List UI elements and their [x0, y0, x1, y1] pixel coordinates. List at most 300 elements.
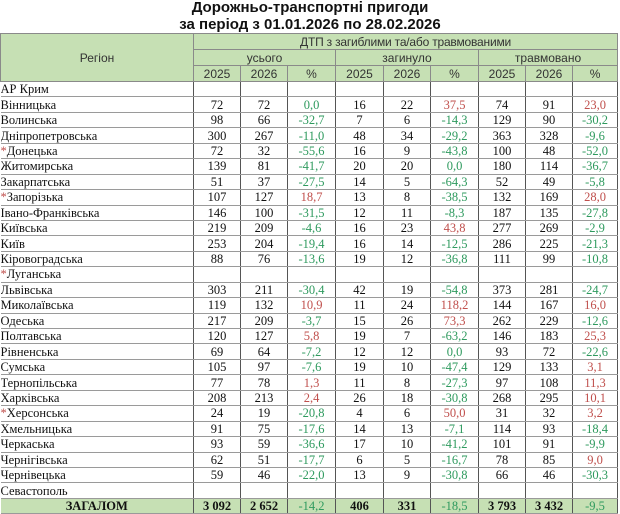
- value-cell: 9: [384, 467, 431, 482]
- value-cell: 132: [241, 298, 288, 313]
- region-name: Луганська: [6, 267, 62, 282]
- value-cell: 13: [336, 467, 384, 482]
- region-cell: [1, 128, 194, 143]
- value-cell: 6: [384, 112, 431, 127]
- region-name: Харківська: [0, 390, 60, 405]
- value-cell: 91: [194, 421, 241, 436]
- value-cell: 46: [526, 467, 573, 482]
- value-cell: -9,9: [573, 437, 618, 452]
- value-cell: [241, 267, 288, 282]
- table-row: [1, 375, 618, 390]
- value-cell: 146: [194, 205, 241, 220]
- value-cell: 303: [194, 282, 241, 297]
- value-cell: 26: [384, 313, 431, 328]
- value-cell: 76: [241, 251, 288, 266]
- region-name: Дніпропетровська: [0, 128, 98, 143]
- asterisk-mark: *: [0, 143, 7, 158]
- value-cell: [194, 483, 241, 498]
- value-cell: -20,8: [288, 406, 336, 421]
- value-cell: -24,7: [573, 282, 618, 297]
- total-value-cell: -18,5: [431, 498, 479, 513]
- column-header: %: [431, 66, 479, 82]
- table-row: [1, 313, 618, 328]
- value-cell: -30,8: [431, 467, 479, 482]
- region-name: Херсонська: [6, 406, 69, 421]
- value-cell: 64: [241, 344, 288, 359]
- value-cell: -55,6: [288, 143, 336, 158]
- value-cell: 9,0: [573, 452, 618, 467]
- value-cell: [526, 483, 573, 498]
- value-cell: -17,6: [288, 421, 336, 436]
- table-row: [1, 452, 618, 467]
- value-cell: 22: [384, 97, 431, 112]
- value-cell: 281: [526, 282, 573, 297]
- region-header: Регіон: [1, 34, 194, 82]
- value-cell: 43,8: [431, 220, 479, 235]
- value-cell: 81: [241, 159, 288, 174]
- value-cell: -64,3: [431, 174, 479, 189]
- region-cell: [1, 205, 194, 220]
- table-row: [1, 437, 618, 452]
- table-row: [1, 174, 618, 189]
- value-cell: -12,5: [431, 236, 479, 251]
- value-cell: 5: [384, 174, 431, 189]
- value-cell: 69: [194, 344, 241, 359]
- value-cell: 14: [384, 236, 431, 251]
- value-cell: 144: [479, 298, 526, 313]
- value-cell: 31: [479, 406, 526, 421]
- value-cell: -38,5: [431, 190, 479, 205]
- value-cell: -19,4: [288, 236, 336, 251]
- value-cell: -27,5: [288, 174, 336, 189]
- region-cell: [1, 220, 194, 235]
- value-cell: -14,3: [431, 112, 479, 127]
- total-value-cell: -14,2: [288, 498, 336, 513]
- table-row: [1, 190, 618, 205]
- value-cell: 34: [384, 128, 431, 143]
- value-cell: 139: [194, 159, 241, 174]
- value-cell: 16: [336, 97, 384, 112]
- value-cell: 127: [241, 329, 288, 344]
- value-cell: 129: [479, 112, 526, 127]
- value-cell: [384, 483, 431, 498]
- value-cell: 10: [384, 359, 431, 374]
- value-cell: -47,4: [431, 359, 479, 374]
- value-cell: 3,1: [573, 359, 618, 374]
- column-header: 2026: [241, 66, 288, 82]
- value-cell: [526, 267, 573, 282]
- value-cell: 15: [336, 313, 384, 328]
- region-cell: [1, 421, 194, 436]
- value-cell: -10,8: [573, 251, 618, 266]
- region-cell: [1, 344, 194, 359]
- value-cell: 3,2: [573, 406, 618, 421]
- value-cell: 42: [336, 282, 384, 297]
- value-cell: 268: [479, 390, 526, 405]
- value-cell: 100: [479, 143, 526, 158]
- region-cell: [1, 406, 194, 421]
- total-label: ЗАГАЛОМ: [1, 498, 194, 513]
- table-row: [1, 329, 618, 344]
- region-cell: [1, 82, 194, 97]
- value-cell: 229: [526, 313, 573, 328]
- value-cell: 48: [526, 143, 573, 158]
- value-cell: 66: [479, 467, 526, 482]
- value-cell: 262: [479, 313, 526, 328]
- region-name: Рівненська: [0, 344, 59, 359]
- value-cell: 98: [194, 112, 241, 127]
- value-cell: 211: [241, 282, 288, 297]
- value-cell: 97: [241, 359, 288, 374]
- value-cell: 114: [479, 421, 526, 436]
- table-row: [1, 467, 618, 482]
- region-cell: [1, 483, 194, 498]
- asterisk-mark: *: [0, 267, 7, 282]
- value-cell: 167: [526, 298, 573, 313]
- region-name: Тернопільська: [0, 375, 78, 390]
- value-cell: [288, 483, 336, 498]
- value-cell: 12: [384, 344, 431, 359]
- value-cell: [526, 82, 573, 97]
- value-cell: [288, 267, 336, 282]
- value-cell: 24: [194, 406, 241, 421]
- table-row: [1, 143, 618, 158]
- value-cell: 6: [336, 452, 384, 467]
- total-value-cell: 406: [336, 498, 384, 513]
- value-cell: 51: [194, 174, 241, 189]
- value-cell: 37,5: [431, 97, 479, 112]
- value-cell: 9: [384, 143, 431, 158]
- value-cell: 225: [526, 236, 573, 251]
- accident-table: [0, 33, 618, 514]
- region-name: Черкаська: [0, 437, 55, 452]
- value-cell: 18: [384, 390, 431, 405]
- value-cell: -30,8: [431, 390, 479, 405]
- value-cell: [573, 82, 618, 97]
- value-cell: -32,7: [288, 112, 336, 127]
- region-cell: [1, 390, 194, 405]
- value-cell: 19: [241, 406, 288, 421]
- value-cell: 114: [526, 159, 573, 174]
- table-row: [1, 267, 618, 282]
- region-cell: [1, 112, 194, 127]
- region-name: Полтавська: [0, 329, 62, 344]
- value-cell: [479, 267, 526, 282]
- value-cell: 77: [194, 375, 241, 390]
- value-cell: 180: [479, 159, 526, 174]
- value-cell: 1,3: [288, 375, 336, 390]
- value-cell: -27,3: [431, 375, 479, 390]
- value-cell: 93: [479, 344, 526, 359]
- value-cell: 135: [526, 205, 573, 220]
- killed-header: загинуло: [336, 50, 479, 66]
- value-cell: 97: [479, 375, 526, 390]
- total-value-cell: 3 793: [479, 498, 526, 513]
- region-name: Донецька: [6, 143, 58, 158]
- value-cell: 253: [194, 236, 241, 251]
- value-cell: 16: [336, 143, 384, 158]
- region-name: Київ: [0, 236, 25, 251]
- total-value-cell: 3 092: [194, 498, 241, 513]
- value-cell: 12: [336, 205, 384, 220]
- value-cell: 50,0: [431, 406, 479, 421]
- region-cell: [1, 452, 194, 467]
- value-cell: 62: [194, 452, 241, 467]
- value-cell: -22,0: [288, 467, 336, 482]
- report-period: за період з 01.01.2026 по 28.02.2026: [179, 16, 441, 33]
- region-cell: [1, 329, 194, 344]
- value-cell: 11: [384, 205, 431, 220]
- value-cell: -36,8: [431, 251, 479, 266]
- value-cell: 213: [241, 390, 288, 405]
- value-cell: -3,7: [288, 313, 336, 328]
- value-cell: -4,6: [288, 220, 336, 235]
- value-cell: -7,1: [431, 421, 479, 436]
- value-cell: 105: [194, 359, 241, 374]
- value-cell: 100: [241, 205, 288, 220]
- value-cell: 209: [241, 313, 288, 328]
- value-cell: 129: [479, 359, 526, 374]
- value-cell: 20: [384, 159, 431, 174]
- table-row: [1, 359, 618, 374]
- value-cell: 12: [336, 344, 384, 359]
- value-cell: [431, 267, 479, 282]
- value-cell: -7,6: [288, 359, 336, 374]
- value-cell: 133: [526, 359, 573, 374]
- value-cell: 146: [479, 329, 526, 344]
- value-cell: 277: [479, 220, 526, 235]
- value-cell: 51: [241, 452, 288, 467]
- value-cell: 111: [479, 251, 526, 266]
- value-cell: 52: [479, 174, 526, 189]
- table-row: [1, 282, 618, 297]
- value-cell: 78: [479, 452, 526, 467]
- region-cell: [1, 190, 194, 205]
- value-cell: -30,2: [573, 112, 618, 127]
- value-cell: 8: [384, 190, 431, 205]
- value-cell: 59: [194, 467, 241, 482]
- value-cell: 363: [479, 128, 526, 143]
- region-name: Запорізька: [6, 190, 64, 205]
- value-cell: -29,2: [431, 128, 479, 143]
- value-cell: 26: [336, 390, 384, 405]
- value-cell: 219: [194, 220, 241, 235]
- value-cell: [479, 82, 526, 97]
- region-name: Житомирська: [0, 159, 74, 174]
- table-row: [1, 344, 618, 359]
- value-cell: 10,9: [288, 298, 336, 313]
- value-cell: 373: [479, 282, 526, 297]
- region-name: Львівська: [0, 282, 53, 297]
- value-cell: 286: [479, 236, 526, 251]
- region-name: Чернівецька: [0, 468, 66, 483]
- value-cell: 72: [194, 143, 241, 158]
- value-cell: -21,3: [573, 236, 618, 251]
- value-cell: 18,7: [288, 190, 336, 205]
- value-cell: 267: [241, 128, 288, 143]
- value-cell: 91: [526, 97, 573, 112]
- value-cell: 269: [526, 220, 573, 235]
- region-cell: [1, 359, 194, 374]
- region-name: Івано-Франківська: [0, 205, 100, 220]
- value-cell: -30,4: [288, 282, 336, 297]
- table-row: [1, 298, 618, 313]
- value-cell: 16: [336, 220, 384, 235]
- value-cell: 101: [479, 437, 526, 452]
- value-cell: -43,8: [431, 143, 479, 158]
- table-row: [1, 82, 618, 97]
- value-cell: 12: [384, 251, 431, 266]
- value-cell: 85: [526, 452, 573, 467]
- total-value-cell: -9,5: [573, 498, 618, 513]
- region-name: Хмельницька: [0, 421, 73, 436]
- column-header: %: [288, 66, 336, 82]
- value-cell: 72: [194, 97, 241, 112]
- value-cell: 59: [241, 437, 288, 452]
- table-row: [1, 483, 618, 498]
- value-cell: 7: [336, 112, 384, 127]
- column-header: 2025: [336, 66, 384, 82]
- value-cell: 13: [384, 421, 431, 436]
- table-header: [1, 34, 618, 82]
- value-cell: 13: [336, 190, 384, 205]
- value-cell: 25,3: [573, 329, 618, 344]
- value-cell: 6: [384, 406, 431, 421]
- value-cell: 118,2: [431, 298, 479, 313]
- value-cell: 127: [241, 190, 288, 205]
- value-cell: 132: [479, 190, 526, 205]
- value-cell: 7: [384, 329, 431, 344]
- value-cell: -27,8: [573, 205, 618, 220]
- value-cell: 0,0: [431, 159, 479, 174]
- value-cell: [336, 483, 384, 498]
- value-cell: -8,3: [431, 205, 479, 220]
- region-cell: [1, 159, 194, 174]
- asterisk-mark: *: [0, 406, 7, 421]
- value-cell: [479, 483, 526, 498]
- value-cell: 169: [526, 190, 573, 205]
- value-cell: -41,2: [431, 437, 479, 452]
- value-cell: 217: [194, 313, 241, 328]
- total-value-cell: 331: [384, 498, 431, 513]
- value-cell: 17: [336, 437, 384, 452]
- value-cell: 19: [336, 359, 384, 374]
- table-row: [1, 159, 618, 174]
- value-cell: 108: [526, 375, 573, 390]
- region-name: АР Крим: [0, 82, 49, 97]
- region-cell: [1, 437, 194, 452]
- value-cell: [241, 483, 288, 498]
- value-cell: [431, 82, 479, 97]
- region-name: Кіровоградська: [0, 252, 83, 267]
- value-cell: 24: [384, 298, 431, 313]
- value-cell: 74: [479, 97, 526, 112]
- value-cell: 300: [194, 128, 241, 143]
- region-cell: [1, 174, 194, 189]
- value-cell: 0,0: [431, 344, 479, 359]
- value-cell: 48: [336, 128, 384, 143]
- value-cell: -12,6: [573, 313, 618, 328]
- value-cell: [241, 82, 288, 97]
- value-cell: 78: [241, 375, 288, 390]
- region-name: Севастополь: [0, 483, 68, 498]
- value-cell: 88: [194, 251, 241, 266]
- region-cell: [1, 375, 194, 390]
- value-cell: 46: [241, 467, 288, 482]
- value-cell: 4: [336, 406, 384, 421]
- value-cell: 14: [336, 174, 384, 189]
- value-cell: -18,4: [573, 421, 618, 436]
- value-cell: -36,6: [288, 437, 336, 452]
- value-cell: 16,0: [573, 298, 618, 313]
- value-cell: 0,0: [288, 97, 336, 112]
- value-cell: 208: [194, 390, 241, 405]
- value-cell: -13,6: [288, 251, 336, 266]
- region-name: Чернігівська: [0, 452, 68, 467]
- total-row: [1, 498, 618, 513]
- value-cell: 107: [194, 190, 241, 205]
- value-cell: [194, 82, 241, 97]
- value-cell: -17,7: [288, 452, 336, 467]
- value-cell: -31,5: [288, 205, 336, 220]
- value-cell: 5,8: [288, 329, 336, 344]
- value-cell: [336, 82, 384, 97]
- value-cell: 5: [384, 452, 431, 467]
- value-cell: [384, 267, 431, 282]
- column-header: %: [573, 66, 618, 82]
- value-cell: 14: [336, 421, 384, 436]
- value-cell: [194, 267, 241, 282]
- table-row: [1, 251, 618, 266]
- value-cell: -11,0: [288, 128, 336, 143]
- value-cell: 28,0: [573, 190, 618, 205]
- value-cell: 73,3: [431, 313, 479, 328]
- region-cell: [1, 236, 194, 251]
- total-value-cell: 2 652: [241, 498, 288, 513]
- region-name: Закарпатська: [0, 174, 71, 189]
- value-cell: 119: [194, 298, 241, 313]
- value-cell: 32: [241, 143, 288, 158]
- value-cell: 295: [526, 390, 573, 405]
- value-cell: -16,7: [431, 452, 479, 467]
- value-cell: 11: [336, 298, 384, 313]
- value-cell: 10: [384, 437, 431, 452]
- value-cell: 72: [241, 97, 288, 112]
- value-cell: 19: [336, 329, 384, 344]
- table-row: [1, 236, 618, 251]
- value-cell: 23,0: [573, 97, 618, 112]
- column-header: 2025: [194, 66, 241, 82]
- column-header: 2026: [384, 66, 431, 82]
- total-count-header: усього: [194, 50, 336, 66]
- value-cell: 2,4: [288, 390, 336, 405]
- value-cell: 209: [241, 220, 288, 235]
- value-cell: -52,0: [573, 143, 618, 158]
- value-cell: -36,7: [573, 159, 618, 174]
- table-row: [1, 97, 618, 112]
- value-cell: 11,3: [573, 375, 618, 390]
- value-cell: 11: [336, 375, 384, 390]
- table-row: [1, 205, 618, 220]
- table-row: [1, 421, 618, 436]
- value-cell: 93: [194, 437, 241, 452]
- value-cell: 10,1: [573, 390, 618, 405]
- value-cell: 72: [526, 344, 573, 359]
- value-cell: 19: [384, 282, 431, 297]
- asterisk-mark: *: [0, 190, 7, 205]
- value-cell: 93: [526, 421, 573, 436]
- value-cell: [288, 82, 336, 97]
